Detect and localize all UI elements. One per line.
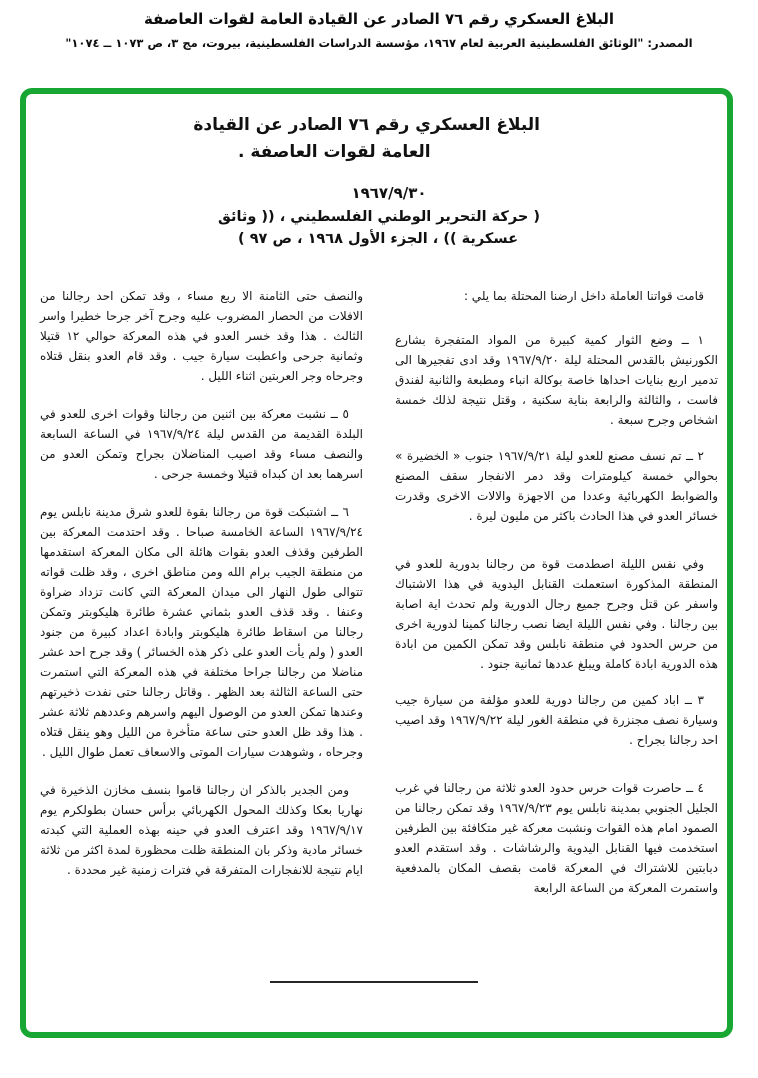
document-citation-line-2: عسكرية )) ، الجزء الأول ١٩٦٨ ، ص ٩٧ ) <box>238 231 518 247</box>
body-paragraph-item-4: ٤ ــ حاصرت قوات حرس حدود العدو ثلاثة من رجالنا في غرب الجليل الجنوبي بمدينة نابلس يوم ١٩٦٧/٩/٢٣ وقد تمكن رجالنا من الصمود امام هذه القوات ونشبت معركة غير متكافئة بين الطرفين استخدمت فيها القنابل اليدوية والرشاشات . وقد استقدم العدو دبابتين للاشتراك في المعركة قامت بقصف المكان بالمدفعية واستمرت المعركة من الساعة الرابعة <box>395 781 718 895</box>
outer-header <box>0 10 758 50</box>
document-date: ١٩٦٧/٩/٣٠ <box>351 184 427 202</box>
body-paragraph-closing: ومن الجدير بالذكر ان رجالنا قاموا بنسف مخازن الذخيرة في نهاريا بعكا وكذلك المحول الكهربائي برأس حسان بطولكرم يوم ١٩٦٧/٩/١٧ وقد اعترف العدو في حينه بهذه العملية التي كبدته خسائر مادية وذكر بان المنطقة ظلت محظورة لمدة اكثر من ثلاثة ايام نتيجة للانفجارات المتفرقة في فترات زمنية غير محددة . <box>40 783 363 877</box>
body-paragraph-item-5: ٥ ــ نشبت معركة بين اثنين من رجالنا وقوات اخرى للعدو في البلدة القديمة من القدس ليلة ١٩٦٧/٩/٢٤ في الساعة السابعة والنصف مساء وقد اصيب المناضلان بجراح وتمكن العدو من اسرهما بعد ان كبداه قتيلا وخمسة جرحى . <box>40 407 363 481</box>
body-columns <box>40 286 718 914</box>
document-title-line-2: العامة لقوات العاصفة . <box>238 142 431 162</box>
column-right-first <box>395 286 718 914</box>
column-left-second <box>40 286 363 898</box>
document-citation-line-1: ( حركة التحرير الوطني الفلسطيني ، (( وثائق <box>217 209 540 225</box>
body-paragraph-item-2: ٢ ــ تم نسف مصنع للعدو ليلة ١٩٦٧/٩/٢١ جنوب « الخضيرة » بحوالي خمسة كيلومترات وقد دمر الانفجار سقف المصنع والضوابط الكهربائية وعددا من الاجهزة والالات الاخرى وقدرت خسائر العدو في هذا الحادث باكثر من مليون ليرة . <box>395 449 718 523</box>
body-paragraph-intro: قامت قواتنا العاملة داخل ارضنا المحتلة بما يلي : <box>463 289 704 303</box>
source-citation-line: المصدر: "الوثائق الفلسطينية العربية لعام ١٩٦٧، مؤسسة الدراسات الفلسطينية، بيروت، مج ٣، ص ١٠٧٣ ــ ١٠٧٤" <box>65 36 693 50</box>
body-paragraph-item-2b: وفي نفس الليلة اصطدمت قوة من رجالنا بدورية للعدو في المنطقة المذكورة استعملت القنابل اليدوية في هذا الاشتباك واسفر عن قتل وجرح جميع رجال الدورية ولم تحدث اية اصابة بين رجالنا . وفي نفس الليلة ايضا نصب رجالنا كمينا لدورية اخرى من حرس الحدود في منطقة نابلس وقد تمكن الكمين من ابادة هذه الدورية ابادة كاملة ويبلغ عددها ثمانية جنود . <box>395 557 718 671</box>
body-paragraph-item-4-continued: والنصف حتى الثامنة الا ربع مساء ، وقد تمكن احد رجالنا من الافلات من الحصار المضروب عليه وجرح آخر جرحا خطيرا واسر الثالث . هذا وقد خسر العدو في هذه المعركة حوالي ١٢ قتيلا وثمانية جرحى واعطبت سيارة جيب . وقد قام العدو بنقل قتلاه وجرحاه وجر العربتين اثناء الليل . <box>40 289 363 383</box>
body-paragraph-item-1: ١ ــ وضع الثوار كمية كبيرة من المواد المتفجرة بشارع الكورنيش بالقدس المحتلة ليلة ١٩٦٧/٩/٢٠ وقد ادى تفجيرها الى تدمير اربع بنايات احداها خاصة بوكالة انباء ومطبعة والثانية لفندق فاست ، والثالثة والرابعة بناية سكنية ، وقتل نتيجة لذلك خمسة اشخاص وجرح سبعة . <box>395 333 718 427</box>
document-title-block <box>193 112 540 250</box>
document-title-line-1: البلاغ العسكري رقم ٧٦ الصادر عن القيادة <box>193 115 540 135</box>
body-paragraph-item-3: ٣ ــ اباد كمين من رجالنا دورية للعدو مؤلفة من سيارة جيب وسيارة نصف مجنزرة في منطقة الغور ليلة ١٩٦٧/٩/٢٢ وقد اصيب احد رجالنا بجراح . <box>395 693 719 747</box>
document-frame <box>20 88 733 1038</box>
page-title: البلاغ العسكري رقم ٧٦ الصادر عن القيادة العامة لقوات العاصفة <box>143 10 615 28</box>
end-divider-rule <box>270 981 478 983</box>
body-paragraph-item-6: ٦ ــ اشتبكت قوة من رجالنا بقوة للعدو شرق مدينة نابلس يوم ١٩٦٧/٩/٢٤ الساعة الخامسة صباحا . وقد احتدمت المعركة بين الطرفين وقذف العدو بقوات هائلة الى مكان المعركة استقدمها من منطقة الجيب برام الله ومن مناطق اخرى ، وقد ظلت قواته تتوالى طول النهار الى ميدان المعركة التي كانت تزداد ضراوة وعنفا . وقد قذف العدو بثماني عشرة طائرة هليكوبتر وتمكن رجالنا من اسقاط طائرة هليكوبتر وابادة اعداد كبيرة من جنود العدو ( ولم يأت العدو على ذكر هذه الخسائر ) وقد جرح احد عشر مناضلا من رجالنا جراحا مختلفة في هذه المعركة التي استمرت حتى الساعة الثالثة بعد الظهر . وقاتل رجالنا حتى نفدت ذخيرتهم وعندها تمكن العدو من الوصول اليهم واسرهم وعددهم ثلاثة عشر . هذا وقد ظل العدو حتى ساعة متأخرة من الليل وهو ينقل قتلاه وجرحاه ، وشوهدت سيارات الموتى والاسعاف تعمل طوال الليل . <box>40 505 363 759</box>
